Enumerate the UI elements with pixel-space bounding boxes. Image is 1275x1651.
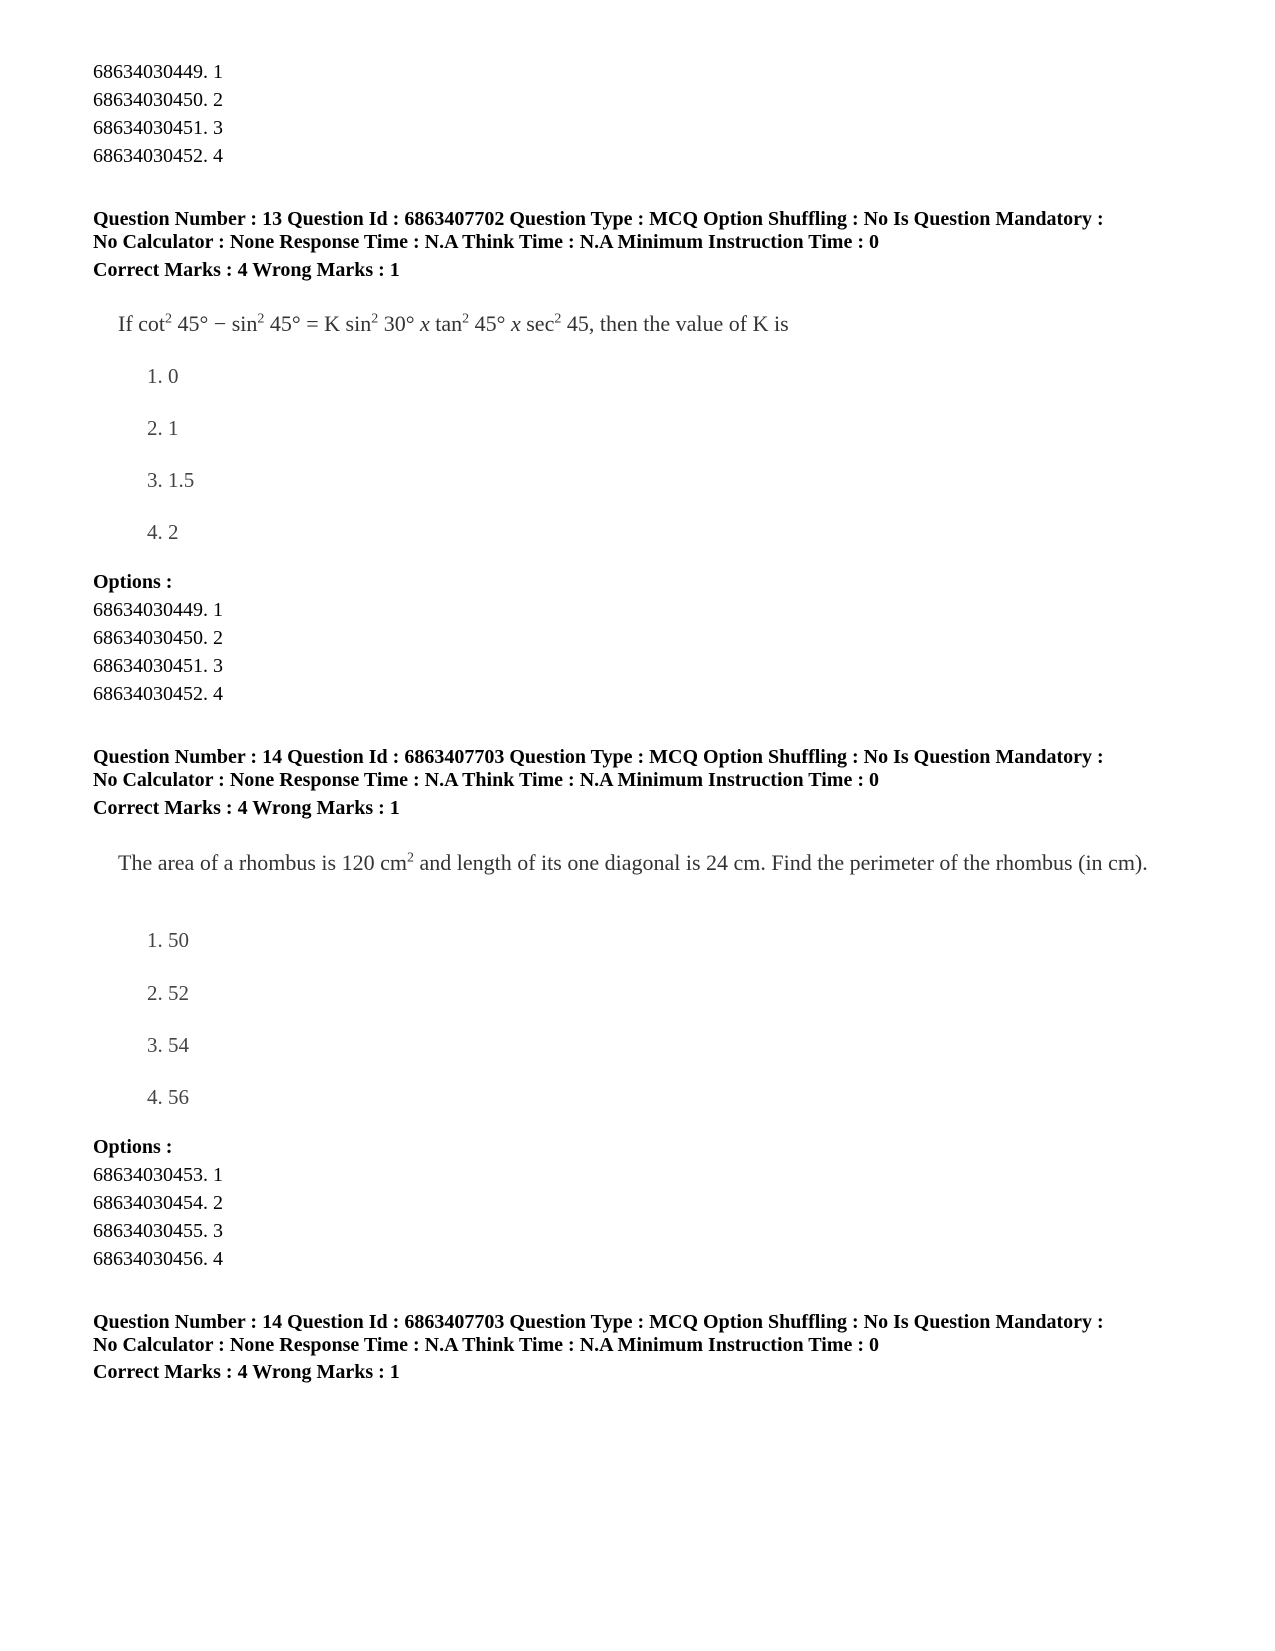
q13-choice: 4. 2 <box>147 520 179 544</box>
q14-choice: 1. 50 <box>147 928 189 952</box>
option-line: 68634030450. 2 <box>93 89 223 111</box>
q13-header-line2: No Calculator : None Response Time : N.A Think Time : N.A Minimum Instruction Time : 0 <box>93 231 879 253</box>
option-line: 68634030449. 1 <box>93 61 223 83</box>
q13-choice: 3. 1.5 <box>147 468 195 492</box>
q14-choice: 2. 52 <box>147 981 189 1005</box>
q14-options-label: Options : <box>93 1136 173 1158</box>
option-line: 68634030452. 4 <box>93 145 223 167</box>
option-line: 68634030449. 1 <box>93 599 223 621</box>
q14-header-line2: No Calculator : None Response Time : N.A Think Time : N.A Minimum Instruction Time : 0 <box>93 769 879 791</box>
q13-marks: Correct Marks : 4 Wrong Marks : 1 <box>93 259 400 281</box>
option-line: 68634030451. 3 <box>93 117 223 139</box>
q13-choice: 1. 0 <box>147 364 179 388</box>
option-line: 68634030455. 3 <box>93 1220 223 1242</box>
q13-question-text: If $\cot^2 45^\circ - \sin^2 45^\circ = K$ $\sin^2 30^\circ$ x $\tan^2 45^\circ$ x $\sec^2 45$, then the value of K is <box>118 311 789 336</box>
q13-options-label: Options : <box>93 571 173 593</box>
option-line: 68634030453. 1 <box>93 1164 223 1186</box>
q14-choice: 4. 56 <box>147 1085 189 1109</box>
q13-header-line1: Question Number : 13 Question Id : 6863407702 Question Type : MCQ Option Shuffling : No Is Question Mandatory : <box>93 208 1104 230</box>
option-line: 68634030456. 4 <box>93 1248 223 1270</box>
option-line: 68634030454. 2 <box>93 1192 223 1214</box>
q14b-header-line1: Question Number : 14 Question Id : 6863407703 Question Type : MCQ Option Shuffling : No Is Question Mandatory : <box>93 1311 1104 1333</box>
option-line: 68634030450. 2 <box>93 627 223 649</box>
q13-choice: 2. 1 <box>147 416 179 440</box>
q14-header-line1: Question Number : 14 Question Id : 6863407703 Question Type : MCQ Option Shuffling : No Is Question Mandatory : <box>93 746 1104 768</box>
q14-question-text: The area of a rhombus is 120 $cm^2$ and length of its one diagonal is 24 cm. Find the perimeter of the rhombus (in cm). <box>118 850 1148 875</box>
option-line: 68634030452. 4 <box>93 683 223 705</box>
q14-marks: Correct Marks : 4 Wrong Marks : 1 <box>93 797 400 819</box>
q14b-header-line2: No Calculator : None Response Time : N.A Think Time : N.A Minimum Instruction Time : 0 <box>93 1334 879 1356</box>
option-line: 68634030451. 3 <box>93 655 223 677</box>
q14b-marks: Correct Marks : 4 Wrong Marks : 1 <box>93 1361 400 1383</box>
q14-choice: 3. 54 <box>147 1033 189 1057</box>
